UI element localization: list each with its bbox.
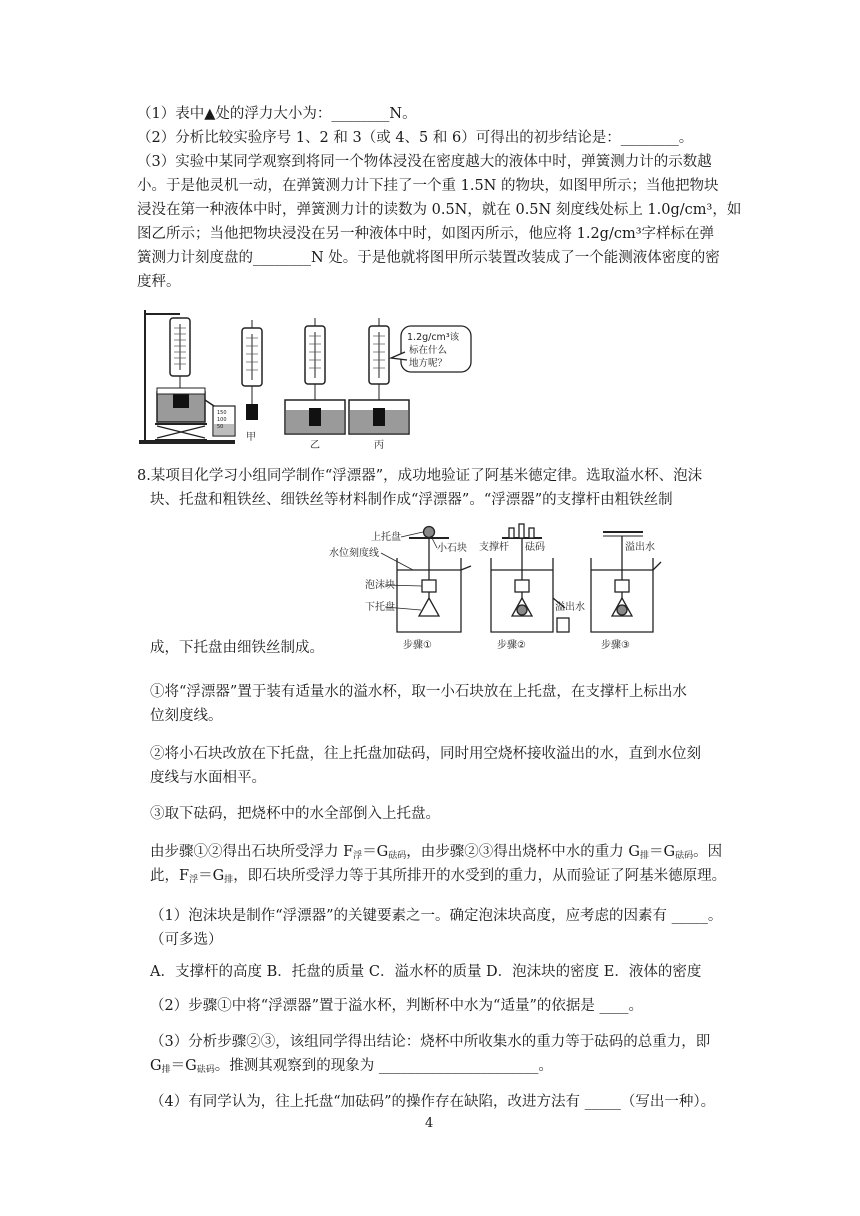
step1-labels <box>329 530 467 651</box>
spring-scale-bing <box>349 318 409 450</box>
speech-bubble <box>391 326 471 372</box>
liquid-container <box>155 388 217 440</box>
label-step2: 步骤② <box>497 640 526 651</box>
step2-text-line1: ②将小石块改放在下托盘，往上托盘加砝码，同时用空烧杯接收溢出的水，直到水位刻 <box>150 746 701 762</box>
svg-text:标在什么: 标在什么 <box>409 345 448 356</box>
spring-scale-yi <box>285 318 345 450</box>
svg-text:地方呢？: 地方呢？ <box>409 358 448 369</box>
step2-text-line2: 度线与水面相平。 <box>150 770 266 786</box>
q7-part2: （2）分析比较实验序号 1、2 和 3（或 4、5 和 6）可得出的初步结论是：________。 <box>137 130 694 146</box>
page-number: 4 <box>425 1116 434 1131</box>
label-lower-tray: 下托盘 <box>365 602 395 613</box>
subq1-options: A．支撑杆的高度 B．托盘的质量 C．溢水杯的质量 D．泡沫块的密度 E．液体的密度 <box>150 964 702 980</box>
explanation-line2: 此，$F_浮=G_排$，即石块所受浮力等于其所排开的水受到的重力，从而验证了阿基米德原理。 <box>150 868 727 885</box>
label-weights: 砝码 <box>525 542 545 553</box>
subq3-line1: （3）分析步骤②③，该组同学得出结论：烧杯中所收集水的重力等于砝码的总重力，即 <box>150 1034 711 1050</box>
svg-text:150: 150 <box>217 410 227 416</box>
q7-part3-line4: 图乙所示；当他把物块浸没在另一种液体中时，如图丙所示，他应将 1.2g/cm³字样标在弹 <box>137 226 715 242</box>
svg-text:1.2g/cm³该: 1.2g/cm³该 <box>407 332 460 343</box>
step2-diagram <box>491 524 569 632</box>
q7-part3-line3: 浸没在第一种液体中时，弹簧测力计的读数为 0.5N，就在 0.5N 刻度线处标上 1.0g/cm³，如 <box>137 202 742 218</box>
svg-text:50: 50 <box>217 424 224 430</box>
spring-scale-jia <box>242 320 262 443</box>
step2-labels <box>479 540 585 651</box>
q8-intro-line2: 块、托盘和粗铁丝、细铁丝等材料制作成“浮漂器”。“浮漂器”的支撑杆由粗铁丝制 <box>150 492 673 508</box>
q7-part3-line1: （3）实验中某同学观察到将同一个物体浸没在密度越大的液体中时，弹簧测力计的示数越 <box>137 154 712 170</box>
floating-device-figure <box>325 518 665 654</box>
svg-text:100: 100 <box>217 417 227 423</box>
q7-part3-line6: 度秤。 <box>137 274 181 290</box>
label-foam: 泡沫块 <box>365 580 395 591</box>
label-bing: 丙 <box>374 440 384 450</box>
explanation-line1: 由步骤①②得出石块所受浮力 $F_浮=G_{砝码}$，由步骤②③得出烧杯中水的重力 $G_排=G_{砝码}$。因 <box>150 844 723 861</box>
spring-scale-figure <box>135 300 475 450</box>
q7-part1: （1）表中▲处的浮力大小为：________N。 <box>137 106 417 122</box>
q8-intro-line1: 8.某项目化学习小组同学制作“浮漂器”，成功地验证了阿基米德定律。选取溢水杯、泡沫 <box>137 468 703 484</box>
spring-scale-stand <box>170 318 190 392</box>
subq2: （2）步骤①中将“浮漂器”置于溢水杯，判断杯中水为“适量”的依据是 ____。 <box>150 998 643 1014</box>
label-small-stone: 小石块 <box>437 543 467 554</box>
subq4: （4）有同学认为，往上托盘“加砝码”的操作存在缺陷，改进方法有 _____（写出一种）。 <box>150 1094 716 1110</box>
label-step3: 步骤③ <box>601 640 630 651</box>
subq1-line1: （1）泡沫块是制作“浮漂器”的关键要素之一。确定泡沫块高度，应考虑的因素有 _____。 <box>150 908 723 924</box>
step3-text: ③取下砝码，把烧杯中的水全部倒入上托盘。 <box>150 806 440 822</box>
q7-part3-line5: 簧测力计刻度盘的________N 处。于是他就将图甲所示装置改装成了一个能测液体密度的密 <box>137 250 720 266</box>
label-yi: 乙 <box>310 440 320 450</box>
subq3-line2: $G_排=G_{砝码}$。推测其观察到的现象为 ______________________。 <box>150 1058 553 1075</box>
step3-labels <box>601 540 655 651</box>
step1-text-line1: ①将“浮漂器”置于装有适量水的溢水杯，取一小石块放在上托盘，在支撑杆上标出水 <box>150 684 687 700</box>
label-upper-tray: 上托盘 <box>371 532 401 543</box>
q8-intro-end: 成，下托盘由细铁丝制成。 <box>150 640 324 656</box>
label-jia: 甲 <box>246 432 256 443</box>
label-step1: 步骤① <box>403 640 432 651</box>
label-overflow-2: 溢出水 <box>555 602 585 613</box>
label-support-rod: 支撑杆 <box>479 542 509 553</box>
measuring-beaker <box>213 406 235 436</box>
label-overflow-3: 溢出水 <box>625 542 655 553</box>
q7-part3-line2: 小。于是他灵机一动，在弹簧测力计下挂了一个重 1.5N 的物块，如图甲所示；当他把物块 <box>137 178 719 194</box>
step1-text-line2: 位刻度线。 <box>150 708 223 724</box>
subq1-line2: （可多选） <box>150 932 223 948</box>
label-water-mark: 水位刻度线 <box>329 548 379 559</box>
